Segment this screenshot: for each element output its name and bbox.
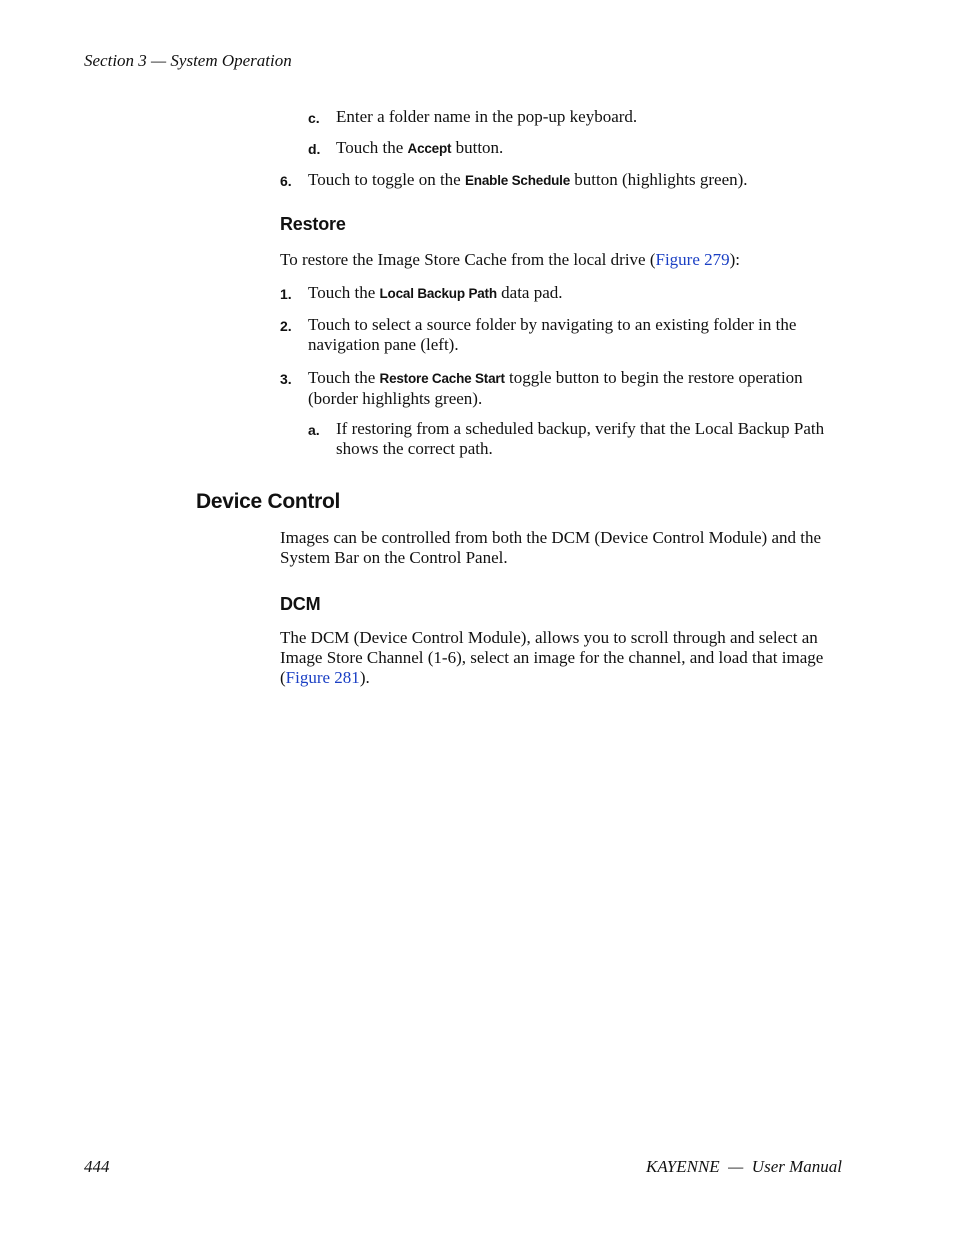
step-number: c.	[308, 110, 320, 126]
ui-term-restore-cache-start: Restore Cache Start	[379, 371, 505, 386]
step-text-part: data pad.	[496, 283, 563, 302]
step-text-part: Touch the	[308, 283, 380, 302]
restore-heading: Restore	[280, 214, 346, 234]
step-text-part: Touch the	[308, 368, 380, 387]
figure-279-link[interactable]: Figure 279	[655, 250, 730, 269]
step-text-part: Enter a folder name in the pop-up keyboard.	[336, 107, 638, 126]
dcm-text-part: The DCM (Device Control Module), allows you to scroll through and select an Image Store Channel (1-6), select an image for the channel, and load that image (	[280, 628, 824, 687]
step-text-part: button.	[451, 138, 504, 157]
step-text	[336, 107, 868, 127]
dcm-heading: DCM	[280, 594, 321, 614]
intro-text: To restore the Image Store Cache from the local drive (	[280, 250, 656, 269]
device-control-intro: Images can be controlled from both the DCM (Device Control Module) and the System Bar on the Control Panel.	[280, 528, 822, 567]
page-number: 444	[84, 1157, 110, 1176]
step-text	[308, 170, 840, 191]
ui-term-local-backup-path: Local Backup Path	[379, 286, 497, 301]
step-text-part: Touch to select a source folder by navigating to an existing folder in the navigation pane (left).	[308, 315, 797, 354]
step-number: 3.	[280, 371, 292, 387]
step-text	[336, 419, 840, 459]
step-text	[308, 368, 840, 409]
step-text	[308, 283, 840, 304]
dcm-text	[280, 628, 842, 688]
running-header: Section 3 — System Operation	[84, 51, 292, 70]
step-number: 6.	[280, 173, 292, 189]
step-text-part: Touch to toggle on the	[308, 170, 465, 189]
step-text	[336, 138, 868, 159]
figure-281-link[interactable]: Figure 281	[285, 668, 360, 687]
step-text-part: Touch the	[336, 138, 408, 157]
step-number: 1.	[280, 286, 292, 302]
ui-term-enable-schedule: Enable Schedule	[464, 173, 571, 188]
step-text-part: If restoring from a scheduled backup, verify that the Local Backup Path shows the correct path.	[336, 419, 825, 458]
restore-intro	[280, 250, 842, 270]
step-number: a.	[308, 422, 320, 438]
step-number: d.	[308, 141, 321, 157]
step-text-part: button (highlights green).	[570, 170, 748, 189]
intro-text: ):	[729, 250, 741, 269]
device-control-heading: Device Control	[196, 490, 340, 513]
dcm-text-part: ).	[359, 668, 370, 687]
footer-doc-title: KAYENNE — User Manual	[646, 1157, 842, 1176]
ui-term-accept: Accept	[407, 141, 452, 156]
step-text-part: toggle button to begin the restore operation (border highlights green).	[308, 368, 803, 408]
step-number: 2.	[280, 318, 292, 334]
step-text	[308, 315, 840, 355]
